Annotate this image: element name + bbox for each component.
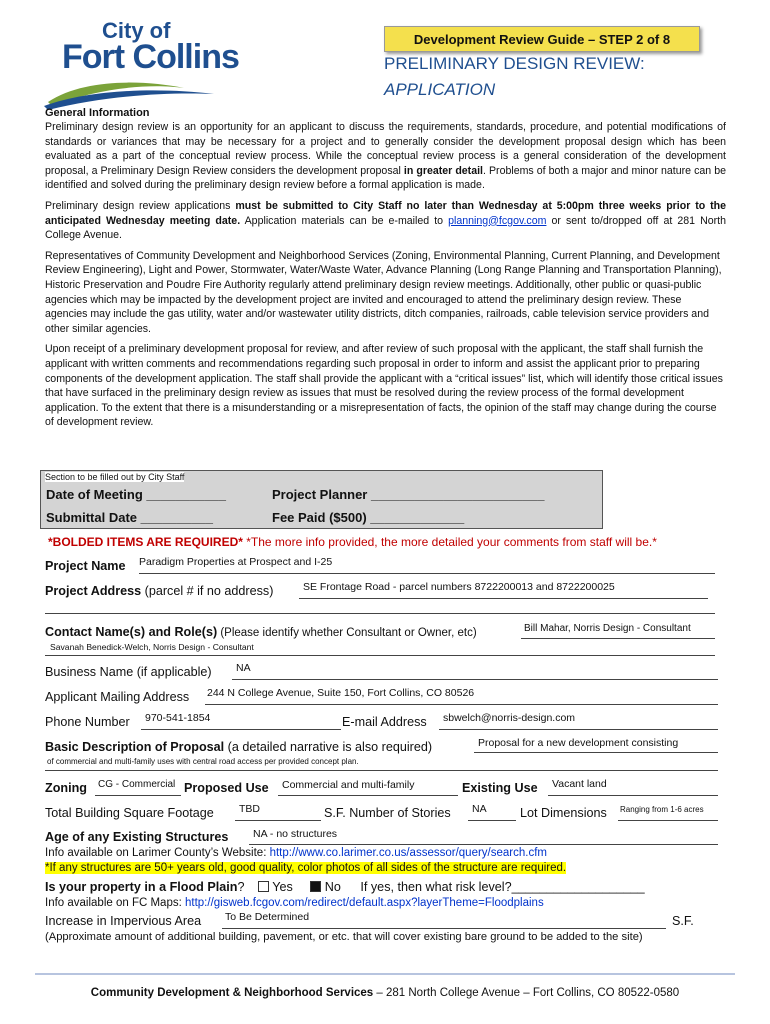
description-input[interactable] [474,752,718,753]
phone-number-value: 970-541-1854 [145,712,211,724]
contact-input-line2[interactable] [45,655,715,656]
more-info-text: *The more info provided, the more detailed your comments from staff will be.* [242,535,657,549]
zoning-value: CG - Commercial [98,779,176,790]
staff-review-paragraph: Upon receipt of a preliminary development proposal for review, and after review of such proposal with the applicant, the staff shall furnish the applicant with written comments and recommendations regarding such proposal in order to inform and assist the applicant prior to preparing components of the development application. The staff shall provide the applicant with a “critical issues” list, which will identify those critical issues that have surfaced in the preliminary design review as issues that must be resolved during the review process of the formal development application. To the extent that there is a misunderstanding or a misrepresentation of facts, the opinion of the staff may change during the course of development review. [45,343,723,429]
project-address-note: (parcel # if no address) [141,584,274,598]
date-of-meeting-field: Date of Meeting ___________ [46,487,226,502]
required-bold-text: *BOLDED ITEMS ARE REQUIRED* [48,535,243,549]
description-value-1: Proposal for a new development consisting [478,737,679,749]
mailing-address-value: 244 N College Avenue, Suite 150, Fort Collins, CO 80526 [207,687,475,699]
flood-plain-question-mark: ? [237,880,245,894]
impervious-area-note: (Approximate amount of additional building, pavement, or etc. that will cover existing bare ground to be added to the site) [45,931,643,943]
email-address-value: sbwelch@norris-design.com [443,712,576,724]
project-address-label [45,584,273,598]
email-address-label: E-mail Address [342,715,427,729]
stories-value: NA [472,803,487,815]
project-name-label: Project Name [45,559,126,573]
larimer-info-text: Info available on Larimer County’s Website: [45,847,270,859]
proposed-use-value: Commercial and multi-family [282,779,415,791]
description-label-bold: Basic Description of Proposal [45,740,225,754]
existing-use-input[interactable] [548,795,718,796]
general-information-section [45,106,726,430]
step-badge [384,26,700,52]
lot-dimensions-input[interactable] [618,820,718,821]
intro-text: Preliminary design review is an opportunity for an applicant to discuss the requirements, standards, procedure, and potential modifications of standards or variances that may be necessary for a project and to generally consider the development proposal design which has been evaluated as a part of the conceptual review process. While the conceptual review process is a general consideration of the development proposal, a Preliminary Design Review considers the development proposal [45,121,726,177]
mailing-address-input[interactable] [205,704,718,705]
mailing-address-label: Applicant Mailing Address [45,690,190,704]
impervious-area-unit: S.F. [672,914,694,928]
impervious-area-label: Increase in Impervious Area [45,914,202,928]
page-title-line1: PRELIMINARY DESIGN REVIEW: [384,54,645,73]
contact-label [45,625,477,639]
step-label: Development Review Guide – STEP 2 of 8 [413,31,671,47]
submission-text: Preliminary design review applications [45,199,236,212]
age-structures-label: Age of any Existing Structures [45,830,229,844]
business-name-label: Business Name (if applicable) [45,665,212,679]
flood-yes-label: Yes [272,880,293,894]
footer [0,987,770,999]
flood-plain-row [45,880,645,894]
description-input-line2[interactable] [45,770,718,771]
square-footage-label: Total Building Square Footage [45,806,214,820]
representatives-paragraph: Representatives of Community Development and Neighborhood Services (Zoning, Environmental Planning, Current Planning, and Development Review Engineering), Light and Power, Stormwater, Water/Waste Water, Advance Planning (Long Range Planning and Transportation Planning), Historic Preservation and Poudre Fire Authority regularly attend preliminary design review meetings. Additionally, other public or quasi-public agencies which may be impacted by the development project are invited and encouraged to attend the preliminary design review. These agencies may include the gas utility, water and/or wastewater utility districts, ditch companies, railroads, cable television service providers and other similar agencies. [45,249,722,335]
fc-maps-info [45,897,544,909]
city-logo [44,18,274,110]
staff-box [40,470,603,529]
footer-address: – 281 North College Avenue – Fort Collins, CO 80522-0580 [373,987,680,999]
contact-value-1: Bill Mahar, Norris Design - Consultant [524,623,691,634]
contact-label-bold: Contact Name(s) and Role(s) [45,625,218,639]
contact-note: (Please identify whether Consultant or Owner, etc) [217,627,477,639]
contact-value-2: Savanah Benedick-Welch, Norris Design - Consultant [50,642,254,652]
larimer-link[interactable]: http://www.co.larimer.co.us/assessor/query/search.cfm [269,847,547,859]
stories-input[interactable] [468,820,516,821]
fc-maps-text: Info available on FC Maps: [45,897,185,909]
project-name-value: Paradigm Properties at Prospect and I-25 [139,556,333,568]
flood-risk-question: If yes, then what risk level?___________________ [360,880,645,894]
submission-paragraph [45,199,726,243]
project-address-input[interactable] [299,598,708,599]
business-name-input[interactable] [232,679,718,680]
fc-maps-link[interactable]: http://gisweb.fcgov.com/redirect/default.aspx?layerTheme=Floodplains [185,897,544,909]
business-name-value: NA [236,662,251,674]
logo-text-city-of: City of [102,18,171,43]
fee-paid-field: Fee Paid ($500) _____________ [272,510,465,525]
intro-text-end: . Problems of both a major and minor nature can be identified and solved during the preliminary design review before a formal application is made. [45,164,727,192]
intro-paragraph [45,120,726,193]
age-structures-value: NA - no structures [253,828,338,840]
proposed-use-label: Proposed Use [184,781,269,795]
staff-box-caption: Section to be filled out by City Staff [45,472,185,482]
flood-no-checkbox[interactable] [310,881,321,892]
lot-dimensions-label: Lot Dimensions [520,806,607,820]
phone-number-input[interactable] [141,729,341,730]
submission-deadline: must be submitted to City Staff no later than Wednesday at 5:00pm three weeks prior to the anticipated Wednesday meeting date. [45,199,727,227]
email-address-input[interactable] [439,729,718,730]
intro-bold: in greater detail [403,164,483,177]
project-address-input-line2[interactable] [45,613,715,614]
flood-no-label: No [324,880,341,894]
submittal-date-field: Submittal Date __________ [46,510,213,525]
square-footage-input[interactable] [235,820,321,821]
existing-use-value: Vacant land [552,778,607,790]
flood-plain-label: Is your property in a Flood Plain [45,880,238,894]
existing-use-label: Existing Use [462,781,538,795]
impervious-area-input[interactable] [222,928,666,929]
proposed-use-input[interactable] [278,795,458,796]
submission-email-text: Application materials can be e-mailed to [240,214,449,227]
lot-dimensions-value: Ranging from 1-6 acres [620,805,704,814]
description-note: (a detailed narrative is also required) [224,740,433,754]
page-title-line2: APPLICATION [384,80,496,99]
project-planner-field: Project Planner ________________________ [272,487,545,502]
required-notice [48,535,657,549]
square-footage-value: TBD [239,803,260,815]
project-address-label-bold: Project Address [45,584,142,598]
general-information-heading: General Information [45,107,150,119]
project-name-input[interactable] [139,573,715,574]
description-label [45,740,432,754]
age-structures-input[interactable] [249,844,718,845]
footer-org: Community Development & Neighborhood Services [90,987,374,999]
zoning-input[interactable] [95,795,181,796]
contact-input[interactable] [521,638,715,639]
larimer-info [45,847,547,859]
description-value-2: of commercial and multi-family uses with central road access per provided concept plan. [47,757,359,766]
planning-email-link[interactable]: planning@fcgov.com [448,214,547,227]
submission-address-text: or sent to/dropped off at 281 North College Avenue. [45,214,726,242]
logo-text-fort-collins: Fort Collins [62,38,239,76]
phone-number-label: Phone Number [45,715,130,729]
zoning-label: Zoning [45,781,87,795]
flood-yes-checkbox[interactable] [258,881,269,892]
impervious-area-value: To Be Determined [225,911,310,923]
footer-rule [35,973,735,975]
project-address-value: SE Frontage Road - parcel numbers 8722200013 and 8722200025 [303,581,615,593]
stories-label: S.F. Number of Stories [324,806,451,820]
photo-requirement-note: *If any structures are 50+ years old, good quality, color photos of all sides of the structure are required. [45,862,567,874]
